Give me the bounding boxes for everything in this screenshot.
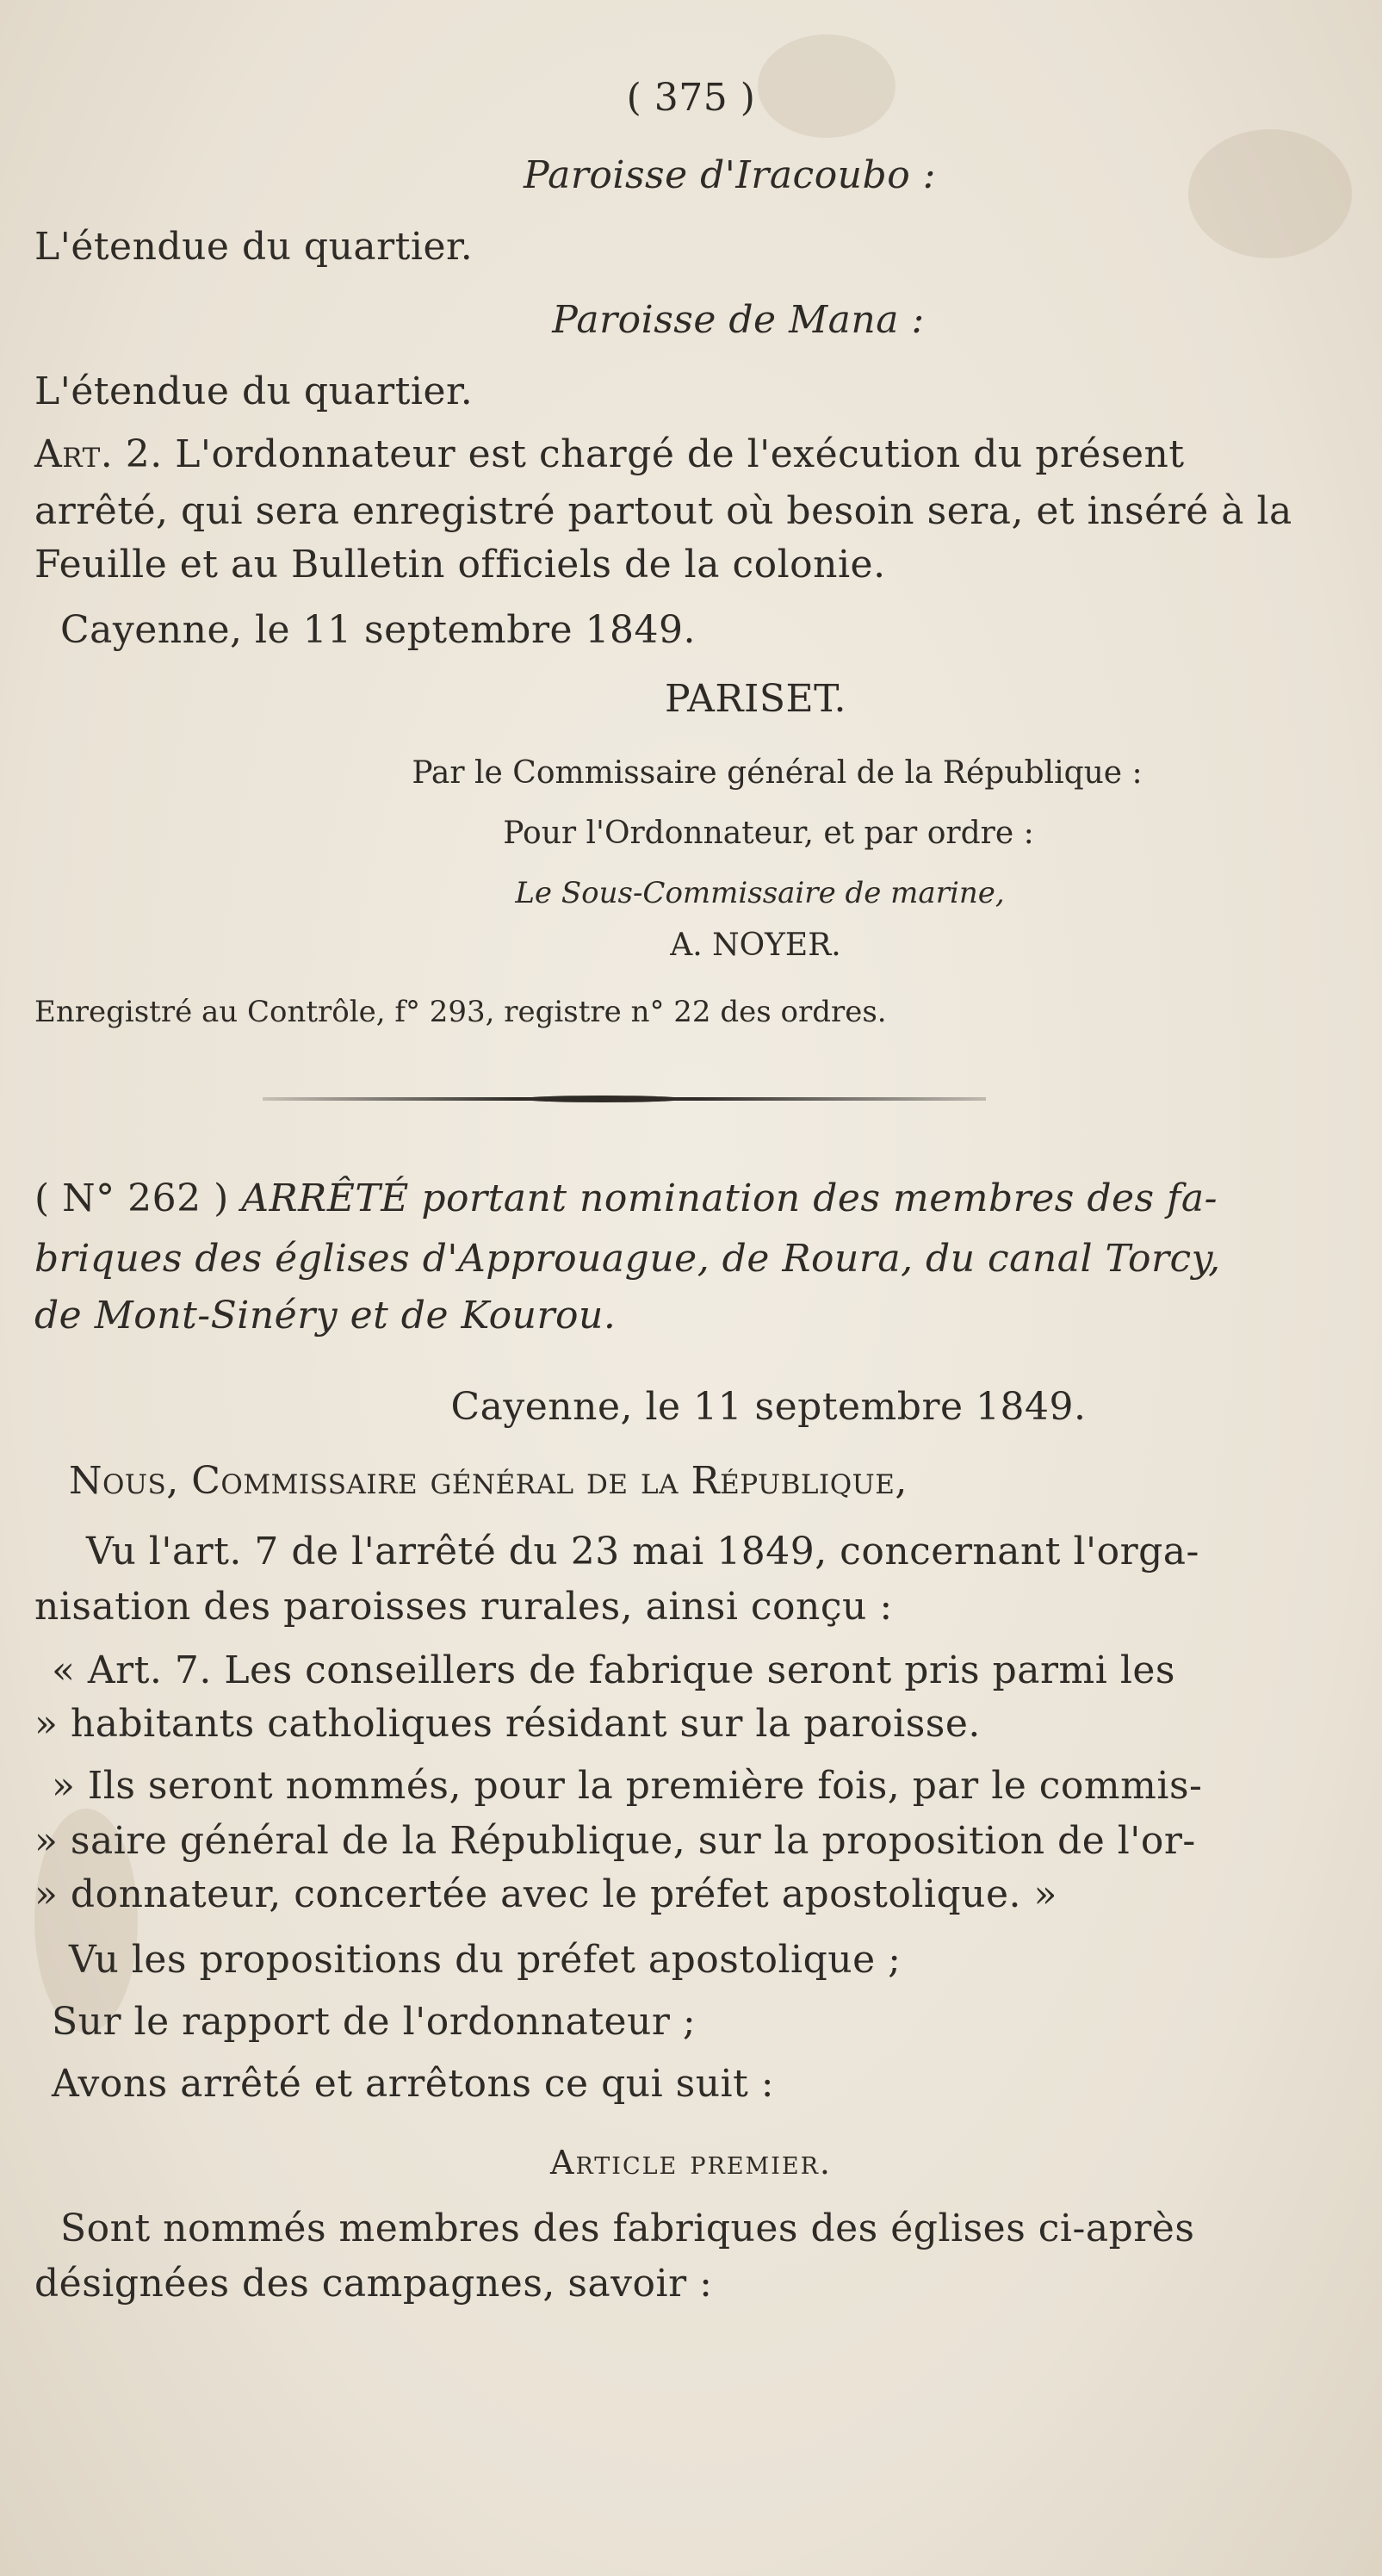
decree-line-7: » donnateur, concertée avec le préfet apostolique. » bbox=[34, 1872, 1057, 1916]
decree-title-line-1 bbox=[34, 1176, 1218, 1220]
signatory-line-2: Pour l'Ordonnateur, et par ordre : bbox=[503, 816, 1034, 851]
signatory-line-3: Le Sous-Commissaire de marine, bbox=[515, 876, 1005, 910]
parish-text-iracoubo: L'étendue du quartier. bbox=[34, 225, 474, 269]
section-divider bbox=[263, 1097, 986, 1101]
decree-line-3: « Art. 7. Les conseillers de fabrique seront pris parmi les bbox=[52, 1648, 1176, 1692]
decree-final-line-2: désignées des campagnes, savoir : bbox=[34, 2262, 713, 2306]
article-2-text-1: L'ordonnateur est chargé de l'exécution du présent bbox=[175, 432, 1185, 476]
article-2-line-1 bbox=[34, 432, 1185, 476]
decree-line-4: » habitants catholiques résidant sur la paroisse. bbox=[34, 1702, 981, 1746]
parish-heading-mana: Paroisse de Mana : bbox=[552, 298, 925, 342]
decree-line-10: Avons arrêté et arrêtons ce qui suit : bbox=[52, 2062, 775, 2106]
decree-title-line-2: briques des églises d'Approuague, de Roura, du canal Torcy, bbox=[34, 1237, 1221, 1281]
registry-note: Enregistré au Contrôle, f° 293, registre n° 22 des ordres. bbox=[34, 995, 887, 1029]
parish-text-mana: L'étendue du quartier. bbox=[34, 369, 474, 413]
decree-line-2: nisation des paroisses rurales, ainsi conçu : bbox=[34, 1585, 893, 1629]
decree-title-line-3: de Mont-Sinéry et de Kourou. bbox=[34, 1294, 617, 1338]
decree-title-1: ARRÊTÉ portant nomination des membres des fa- bbox=[241, 1176, 1218, 1220]
date-line: Cayenne, le 11 septembre 1849. bbox=[60, 608, 696, 652]
signature-noyer: A. NOYER. bbox=[670, 928, 841, 963]
decree-authority: Nous, Commissaire général de la République, bbox=[69, 1459, 908, 1503]
decree-date: Cayenne, le 11 septembre 1849. bbox=[450, 1385, 1087, 1429]
decree-number: ( N° 262 ) bbox=[34, 1176, 229, 1220]
decree-line-5: » Ils seront nommés, pour la première fois, par le commis- bbox=[52, 1764, 1203, 1808]
article-2-label: Art. 2. bbox=[34, 432, 163, 476]
article-2-line-2: arrêté, qui sera enregistré partout où besoin sera, et inséré à la bbox=[34, 489, 1292, 533]
decree-line-8: Vu les propositions du préfet apostolique ; bbox=[69, 1938, 902, 1982]
signature-pariset: PARISET. bbox=[665, 677, 846, 721]
decree-final-line-1: Sont nommés membres des fabriques des églises ci-après bbox=[60, 2207, 1195, 2250]
decree-line-6: » saire général de la République, sur la proposition de l'or- bbox=[34, 1819, 1196, 1863]
decree-line-1: Vu l'art. 7 de l'arrêté du 23 mai 1849, concernant l'orga- bbox=[86, 1530, 1199, 1574]
page-number: ( 375 ) bbox=[626, 76, 756, 120]
article-premier-heading: Article premier. bbox=[550, 2144, 832, 2182]
decree-line-9: Sur le rapport de l'ordonnateur ; bbox=[52, 2000, 697, 2044]
article-2-line-3: Feuille et au Bulletin officiels de la colonie. bbox=[34, 543, 886, 587]
parish-heading-iracoubo: Paroisse d'Iracoubo : bbox=[524, 153, 936, 197]
signatory-line-1: Par le Commissaire général de la République : bbox=[412, 755, 1143, 791]
